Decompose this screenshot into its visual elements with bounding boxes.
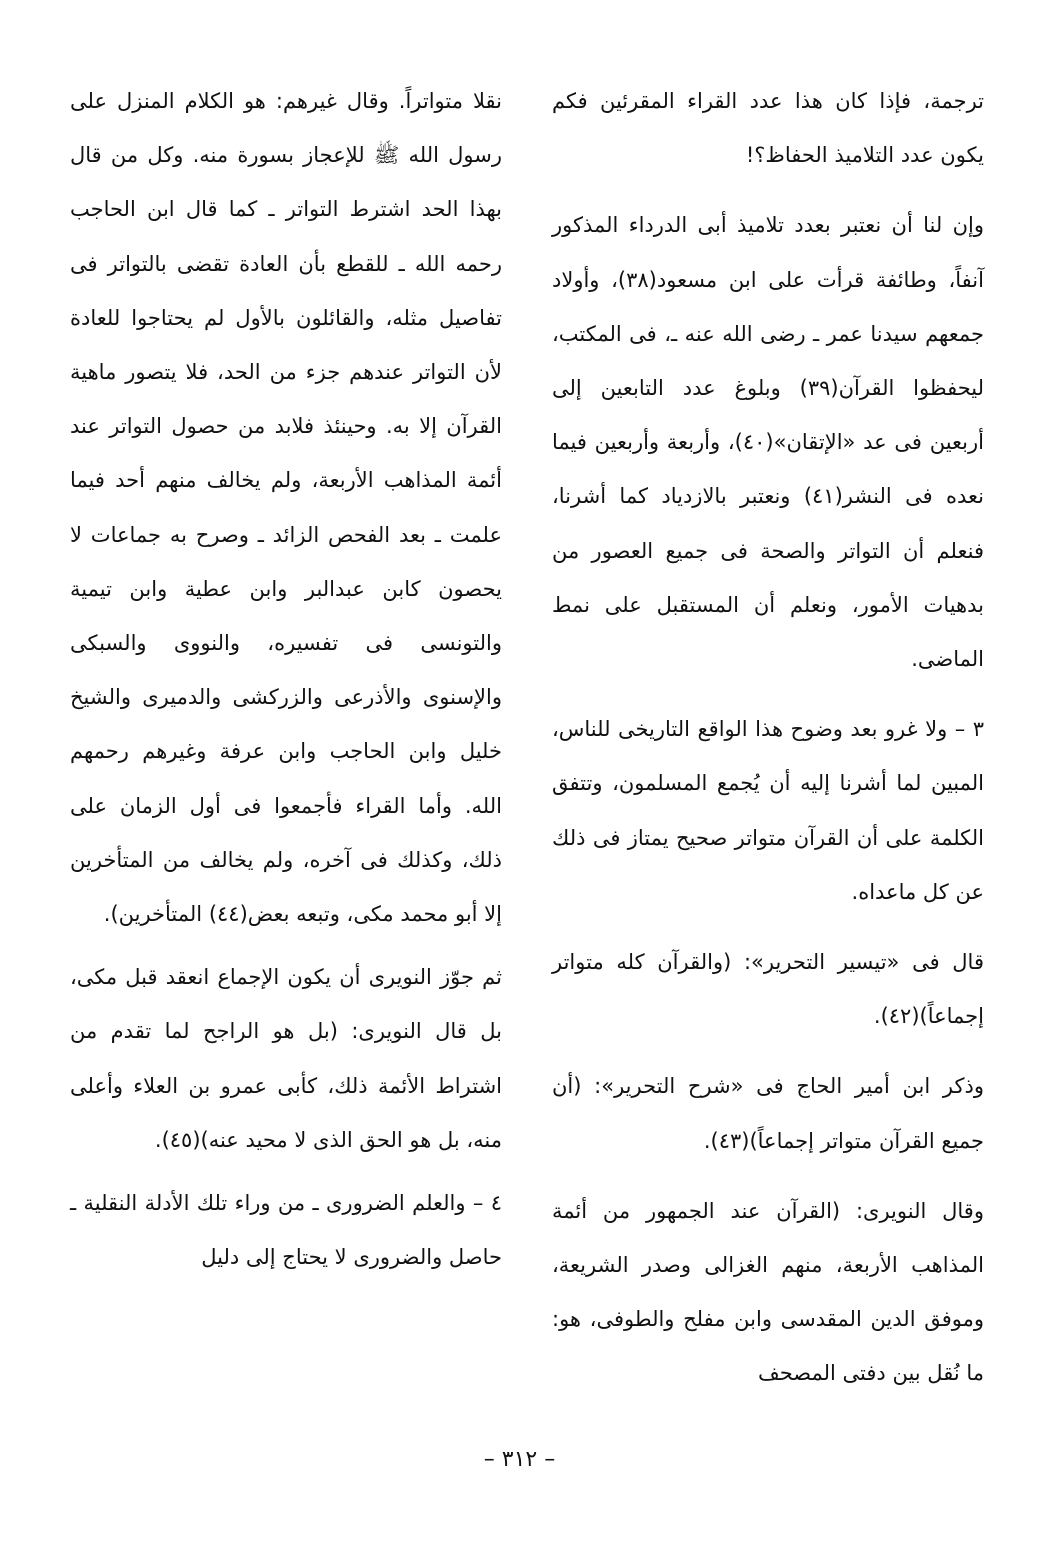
paragraph: ثم جوّز النويرى أن يكون الإجماع انعقد قبل مكى، بل قال النويرى: (بل هو الراجح لما تقدم من اشتراط الأئمة ذلك، كأبى عمرو بن العلاء وأعلى منه، بل هو الحق الذى لا محيد عنه)(٤٥). (70, 965, 502, 1152)
paragraph: ترجمة، فإذا كان هذا عدد القراء المقرئين فكم يكون عدد التلاميذ الحفاظ؟! (552, 89, 984, 168)
paragraph: نقلا متواتراً. وقال غيرهم: هو الكلام المنزل على رسول الله ﷺ للإعجاز بسورة منه. وكل من قال بهذا الحد اشترط التواتر ـ كما قال ابن الحاجب رحمه الله ـ للقطع بأن العادة تقضى بالتواتر فى تفاصيل مثله، والقائلون بالأول لم يحتاجوا للعادة لأن التواتر عندهم جزء من الحد، فلا يتصور ماهية القرآن إلا به. وحينئذ فلابد من حصول التواتر عند أئمة المذاهب الأربعة، ولم يخالف منهم أحد فيما علمت ـ بعد الفحص الزائد ـ وصرح به جماعات لا يحصون كابن عبدالبر وابن عطية وابن تيمية والتونسى فى تفسيره، والنووى والسبكى والإسنوى والأذرعى والزركشى والدميرى والشيخ خليل وابن الحاجب وابن عرفة وغيرهم رحمهم الله. وأما القراء فأجمعوا فى أول الزمان على ذلك، وكذلك فى آخره، ولم يخالف من المتأخرين إلا أبو محمد مكى، وتبعه بعض(٤٤) المتأخرين). (70, 89, 502, 927)
paragraph: وقال النويرى: (القرآن عند الجمهور من أئمة المذاهب الأربعة، منهم الغزالى وصدر الشريعة، وموفق الدين المقدسى وابن مفلح والطوفى، هو: ما نُقل بين دفتى المصحف (552, 1198, 984, 1386)
left-column (70, 74, 502, 1293)
right-column (552, 74, 984, 1417)
paragraph: وإن لنا أن نعتبر بعدد تلاميذ أبى الدرداء المذكور آنفاً، وطائفة قرأت على ابن مسعود(٣٨)، وأولاد جمعهم سيدنا عمر ـ رضى الله عنه ـ، فى المكتب، ليحفظوا القرآن(٣٩) وبلوغ عدد التابعين إلى أربعين فى عد «الإتقان»(٤٠)، وأربعة وأربعين فيما نعده فى النشر(٤١) ونعتبر بالازدياد كما أشرنا، فنعلم أن التواتر والصحة فى جميع العصور من بدهيات الأمور، ونعلم أن المستقبل على نمط الماضى. (552, 213, 985, 672)
paragraph: ٤ – والعلم الضرورى ـ من وراء تلك الأدلة النقلية ـ حاصل والضرورى لا يحتاج إلى دليل (70, 1191, 502, 1270)
paragraph: قال فى «تيسير التحرير»: (والقرآن كله متواتر إجماعاً)(٤٢). (552, 950, 984, 1029)
page-number: – ٣١٢ – (483, 1447, 556, 1472)
paragraph: ٣ – ولا غرو بعد وضوح هذا الواقع التاريخى للناس، المبين لما أشرنا إليه أن يُجمع المسلمون، وتتفق الكلمة على أن القرآن متواتر صحيح يمتاز فى ذلك عن كل ماعداه. (552, 717, 984, 904)
paragraph: وذكر ابن أمير الحاج فى «شرح التحرير»: (أن جميع القرآن متواتر إجماعاً)(٤٣). (552, 1074, 984, 1153)
